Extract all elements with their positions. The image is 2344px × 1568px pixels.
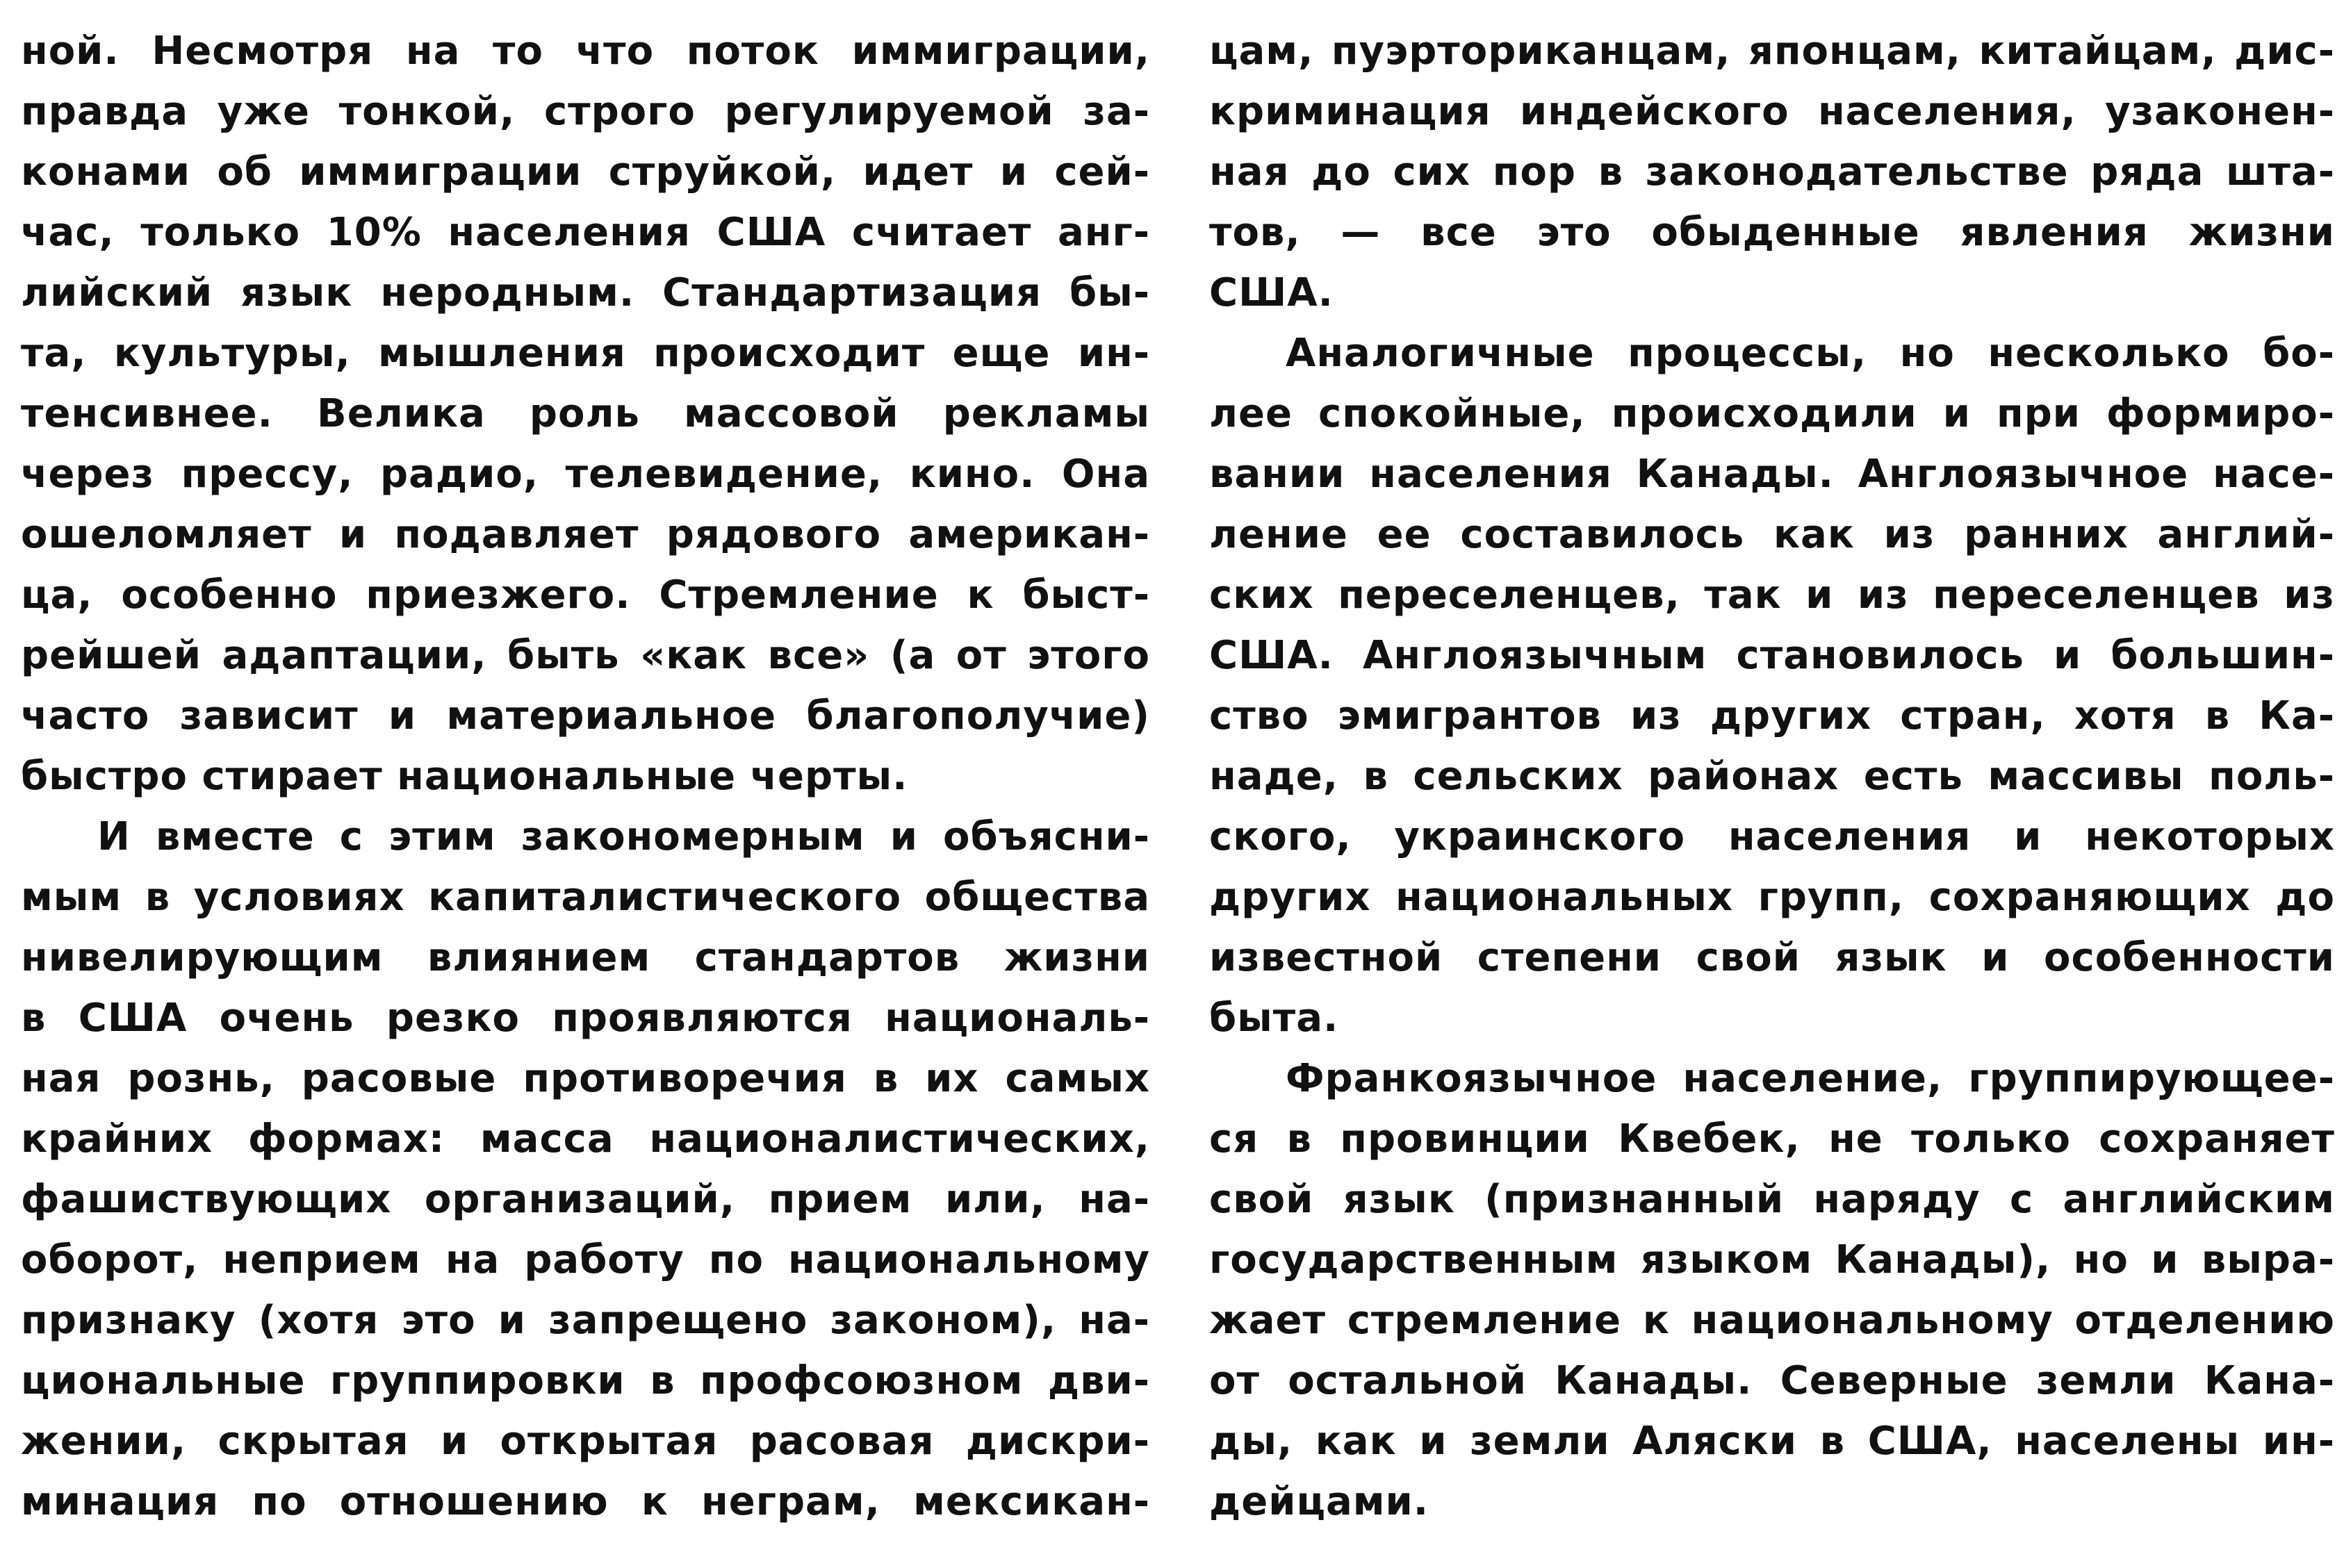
text-line: наде, в сельских районах есть массивы поль- <box>1209 754 2335 799</box>
text-line: государственным языком Канады), но и выра- <box>1209 1237 2335 1282</box>
text-line: США. <box>1209 270 1334 315</box>
text-line: лийский язык неродным. Стандартизация бы- <box>21 270 1150 315</box>
text-line: ды, как и земли Аляски в США, населены ин- <box>1209 1419 2335 1464</box>
text-line: тов, — все это обыденные явления жизни <box>1209 210 2335 255</box>
text-line: тенсивнее. Велика роль массовой рекламы <box>21 391 1150 436</box>
text-line: лее спокойные, происходили и при формиро- <box>1209 391 2335 436</box>
text-line: от остальной Канады. Северные земли Кана- <box>1209 1358 2335 1403</box>
text-line: циональные группировки в профсоюзном дви- <box>21 1358 1150 1403</box>
right-column <box>1209 21 2335 1532</box>
text-line: быта. <box>1209 996 1339 1041</box>
text-line: Аналогичные процессы, но несколько бо- <box>1286 331 2335 376</box>
text-line: ление ее составилось как из ранних англий- <box>1209 512 2335 557</box>
text-line: криминация индейского населения, узаконен- <box>1209 89 2335 134</box>
text-line: в США очень резко проявляются националь- <box>21 996 1150 1041</box>
text-line: Франкоязычное население, группирующее- <box>1286 1056 2335 1101</box>
text-line: свой язык (признанный наряду с английским <box>1209 1177 2335 1222</box>
text-line: ских переселенцев, так и из переселенцев из <box>1209 572 2335 618</box>
text-line: вании населения Канады. Англоязычное насе- <box>1209 452 2335 497</box>
text-line: жает стремление к национальному отделению <box>1209 1298 2335 1343</box>
text-line: других национальных групп, сохраняющих до <box>1209 875 2335 920</box>
text-line: ца, особенно приезжего. Стремление к быст- <box>21 572 1150 618</box>
text-line: рейшей адаптации, быть «как все» (а от этого <box>21 633 1150 678</box>
text-line: часто зависит и материальное благополучие) <box>21 693 1150 738</box>
text-line: час, только 10% населения США считает анг- <box>21 210 1150 255</box>
text-line: минация по отношению к неграм, мексикан- <box>21 1479 1150 1524</box>
text-line: ского, украинского населения и некоторых <box>1209 814 2335 859</box>
left-column <box>21 21 1150 1532</box>
text-line: дейцами. <box>1209 1479 1429 1524</box>
text-line: ной. Несмотря на то что поток иммиграции, <box>21 28 1150 74</box>
text-line: нивелирующим влиянием стандартов жизни <box>21 935 1150 980</box>
text-line: жении, скрытая и открытая расовая дискри- <box>21 1419 1150 1464</box>
text-line: ство эмигрантов из других стран, хотя в Ка- <box>1209 693 2335 738</box>
text-line: цам, пуэрториканцам, японцам, китайцам, дис- <box>1209 28 2335 74</box>
text-line: конами об иммиграции струйкой, идет и сей- <box>21 149 1150 195</box>
text-line: США. Англоязычным становилось и большин- <box>1209 633 2335 678</box>
text-line: крайних формах: масса националистических, <box>21 1116 1150 1162</box>
text-line: ся в провинции Квебек, не только сохраняет <box>1209 1116 2335 1162</box>
text-line: известной степени свой язык и особенности <box>1209 935 2335 980</box>
text-line: ошеломляет и подавляет рядового американ- <box>21 512 1150 557</box>
text-line: мым в условиях капиталистического общества <box>21 875 1150 920</box>
text-line: быстро стирает национальные черты. <box>21 754 908 799</box>
text-line: та, культуры, мышления происходит еще ин- <box>21 331 1150 376</box>
text-line: ная рознь, расовые противоречия в их самых <box>21 1056 1150 1101</box>
text-line: признаку (хотя это и запрещено законом), на- <box>21 1298 1150 1343</box>
text-line: правда уже тонкой, строго регулируемой за- <box>21 89 1150 134</box>
text-line: фашиствующих организаций, прием или, на- <box>21 1177 1150 1222</box>
text-line: И вместе с этим закономерным и объясни- <box>97 814 1150 859</box>
text-line: через прессу, радио, телевидение, кино. Она <box>21 452 1150 497</box>
text-line: оборот, неприем на работу по национальному <box>21 1237 1150 1282</box>
text-line: ная до сих пор в законодательстве ряда шта- <box>1209 149 2335 195</box>
